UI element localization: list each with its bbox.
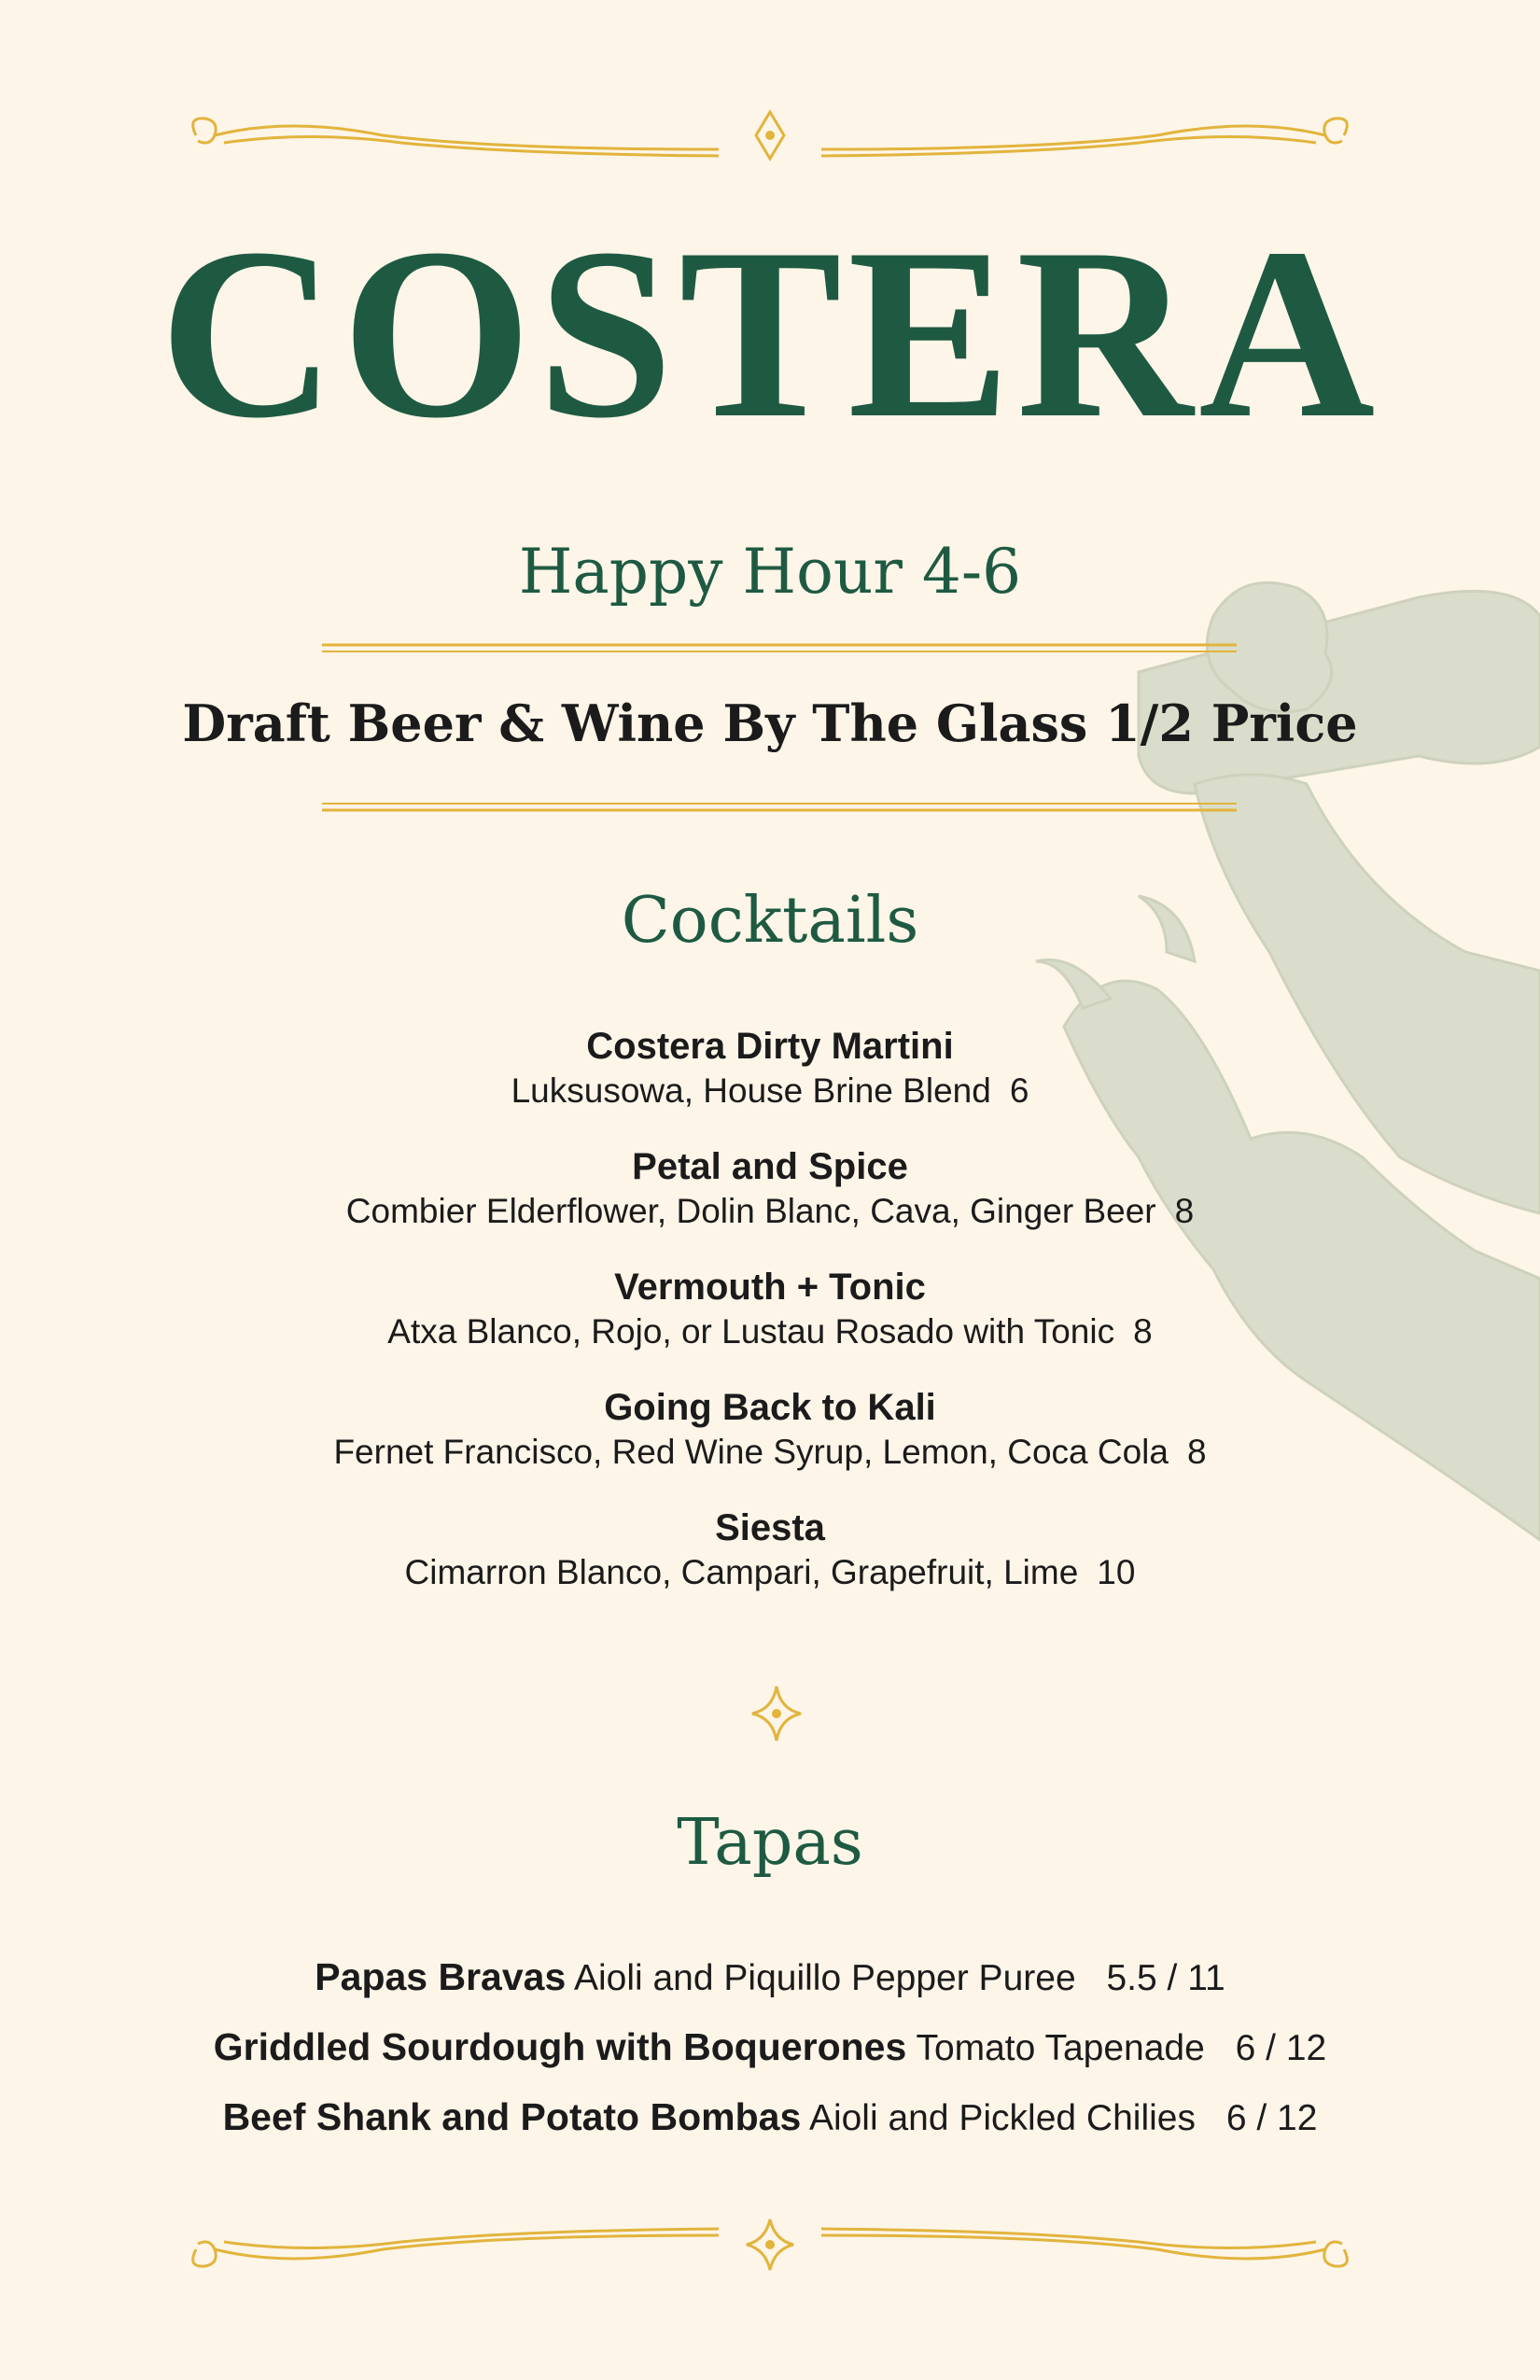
cocktail-name: Going Back to Kali [604, 1387, 936, 1428]
cocktail-price: 8 [1174, 1192, 1195, 1230]
cocktail-description: Luksusowa, House Brine Blend [511, 1071, 991, 1110]
cocktail-price: 10 [1097, 1553, 1136, 1591]
tapa-description: Aioli and Pickled Chilies [808, 2098, 1196, 2138]
cocktail-price: 6 [1009, 1071, 1029, 1110]
cocktail-item [0, 1143, 1540, 1233]
cocktail-name: Vermouth + Tonic [614, 1267, 926, 1308]
cocktail-item [0, 1264, 1540, 1353]
cocktail-name: Petal and Spice [632, 1146, 908, 1187]
happy-hour-title: Happy Hour 4-6 [518, 536, 1022, 608]
tapa-price: 5.5 / 11 [1106, 1958, 1225, 1998]
cocktail-description: Combier Elderflower, Dolin Blanc, Cava, Ginger Beer [345, 1192, 1156, 1230]
tapa-name: Beef Shank and Potato Bombas [222, 2095, 802, 2138]
promo-bottom-divider [322, 801, 1237, 814]
cocktail-name: Costera Dirty Martini [586, 1026, 954, 1067]
tapa-item [0, 2021, 1540, 2075]
cocktail-price: 8 [1186, 1433, 1207, 1471]
bottom-ornament-icon [177, 2212, 1363, 2277]
cocktail-description: Cimarron Blanco, Campari, Grapefruit, Lime [404, 1553, 1079, 1591]
tapa-item [0, 2091, 1540, 2145]
brand-logo: COSTERA [159, 198, 1381, 469]
cocktail-name: Siesta [715, 1507, 825, 1548]
tapa-description: Tomato Tapenade [916, 2028, 1205, 2068]
tapa-price: 6 / 12 [1235, 2028, 1327, 2068]
tapa-name: Griddled Sourdough with Boquerones [213, 2025, 907, 2068]
tapa-name: Papas Bravas [315, 1955, 567, 1998]
cocktails-title: Cocktails [621, 884, 919, 958]
cocktail-price: 8 [1133, 1312, 1153, 1351]
cocktail-description: Fernet Francisco, Red Wine Syrup, Lemon, Coca Cola [333, 1433, 1169, 1471]
tapa-description: Aioli and Piquillo Pepper Puree [573, 1958, 1076, 1998]
cocktail-item [0, 1384, 1540, 1474]
tapas-title: Tapas [677, 1806, 863, 1880]
top-ornament-icon [177, 107, 1363, 173]
diamond-ornament-icon [749, 1683, 805, 1744]
cocktail-item [0, 1505, 1540, 1594]
tapa-item [0, 1951, 1540, 2005]
cocktail-item [0, 1023, 1540, 1113]
tapa-price: 6 / 12 [1225, 2098, 1318, 2138]
promo-top-divider [322, 642, 1237, 655]
cocktail-description: Atxa Blanco, Rojo, or Lustau Rosado with Tonic [387, 1312, 1115, 1351]
promo-text: Draft Beer & Wine By The Glass 1/2 Price [182, 693, 1358, 753]
